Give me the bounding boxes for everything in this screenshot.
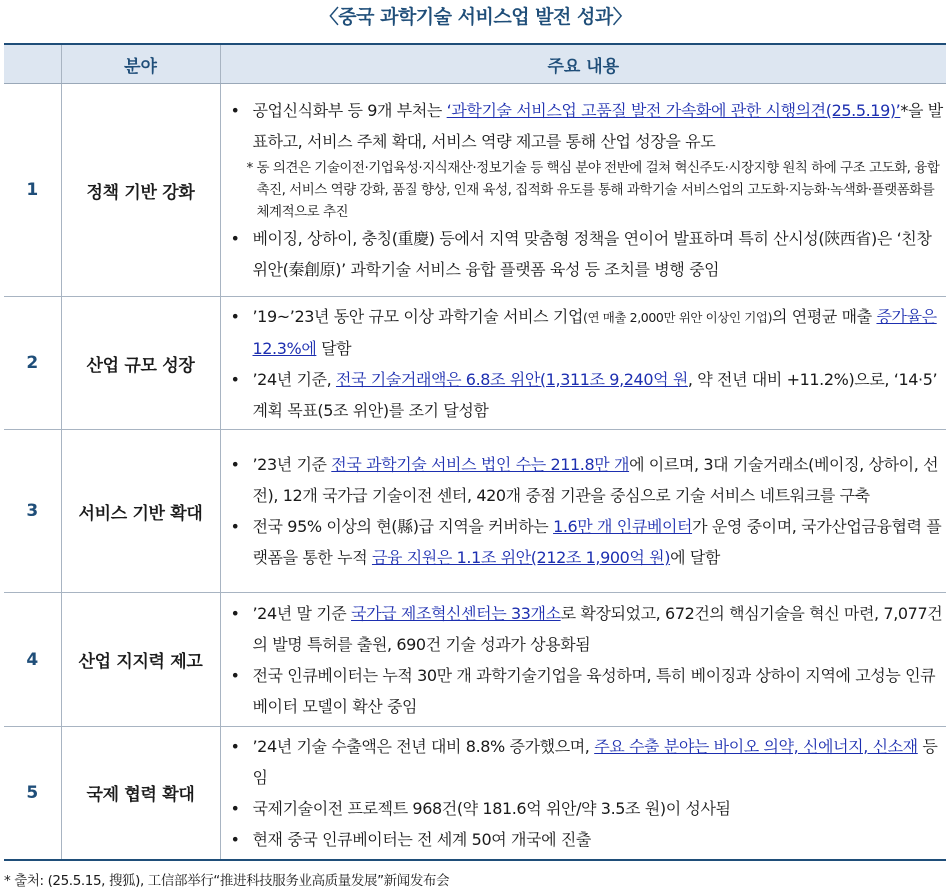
row-field: 산업 규모 성장 (61, 297, 220, 430)
bullet-text: 가 운영 중이며, 국가산업금융협력 플랫폼을 통한 누적 (252, 517, 942, 567)
highlight-link[interactable]: 주요 수출 분야는 바이오 의약, 신에너지, 신소재 (594, 736, 918, 756)
bullet-text: 달함 (316, 338, 352, 358)
bullet-text: 의 연평균 매출 (772, 306, 877, 326)
row-content (220, 727, 946, 860)
highlight-link[interactable]: 증가율은 12.3%에 (252, 306, 937, 358)
highlight-link[interactable]: 전국 기술거래액은 6.8조 위안(1,311조 9,240억 원 (335, 369, 688, 389)
header-field: 분야 (61, 44, 220, 84)
row-number: 2 (4, 297, 61, 430)
table-row (4, 727, 946, 860)
table-header-row (4, 44, 946, 84)
bullet-item: • 현재 중국 인큐베이터는 전 세계 50여 개국에 진출 (221, 824, 947, 855)
bullet-text: ’23년 기준 (252, 455, 332, 474)
highlight-link[interactable]: 전국 과학기술 서비스 법인 수는 211.8만 개 (331, 455, 630, 474)
footnote: * 동 의견은 기술이전·기업육성·지식재산·정보기술 등 핵심 분야 전반에 걸쳐 혁신주도·시장지향 원칙 하에 구조 고도화, 융합 촉진, 서비스 역량 강화, 품질 향상, 인재 육성, 집적화 유도를 통해 과학기술 서비스업의 고도화·지능화·녹색화·플랫폼화를 체계적으로 추진 (246, 160, 940, 220)
highlight-link[interactable]: 1.6만 개 인큐베이터 (553, 517, 693, 536)
highlight-link[interactable]: ‘과학기술 서비스업 고품질 발전 가속화에 관한 시행의견(25.5.19)’ (446, 101, 901, 120)
bullet-text: ’24년 기술 수출액은 전년 대비 8.8% 증가했으며, (252, 736, 595, 756)
bullet-item (221, 731, 947, 793)
bullet-text: 전국 95% 이상의 현(縣)급 지역을 커버하는 (252, 517, 554, 536)
bullet-text: 로 확장되었고, 672건의 핵심기술을 혁신 마련, 7,077건의 발명 특허를 출원, 690건 기술 성과가 상용화됨 (252, 603, 943, 654)
row-number: 1 (4, 84, 61, 297)
bullet-subnote: (연 매출 2,000만 위안 이상인 기업) (583, 309, 773, 325)
achievements-table (4, 43, 946, 861)
row-content (220, 297, 946, 430)
bullet-text: 등임 (252, 736, 938, 787)
row-number: 5 (4, 727, 61, 860)
table-row (4, 84, 946, 297)
header-content: 주요 내용 (220, 44, 946, 84)
bullet-item: • 전국 인큐베이터는 누적 30만 개 과학기술기업을 육성하며, 특히 베이징과 상하이 지역에 고성능 인큐베이터 모델이 확산 중임 (221, 660, 947, 722)
row-number: 3 (4, 430, 61, 593)
row-number: 4 (4, 593, 61, 727)
bullet-text: 에 달함 (670, 548, 720, 567)
header-number (4, 44, 61, 84)
bullet-text: 에 이르며, 3대 기술거래소(베이징, 상하이, 선전), 12개 국가급 기술이전 센터, 420개 중점 기관을 중심으로 기술 서비스 네트워크를 구축 (252, 455, 939, 505)
table-row (4, 297, 946, 430)
page-title: 〈중국 과학기술 서비스업 발전 성과〉 (319, 6, 632, 28)
row-content (220, 593, 946, 727)
row-field: 산업 지지력 제고 (61, 593, 220, 727)
bullet-item (221, 511, 947, 573)
row-content (220, 84, 946, 297)
bullet-item: • 베이징, 상하이, 충칭(重慶) 등에서 지역 맞춤형 정책을 연이어 발표하며 특히 산시성(陝西省)은 ‘친창위안(秦創原)’ 과학기술 서비스 융합 플랫폼 육성 등 조치를 병행 중임 (221, 223, 947, 285)
highlight-link[interactable]: 국가급 제조혁신센터는 33개소 (351, 603, 561, 623)
bullet-text: *을 발표하고, 서비스 주체 확대, 서비스 역량 제고를 통해 산업 성장을 유도 (252, 101, 943, 151)
bullet-text: 공업신식화부 등 9개 부처는 (252, 101, 447, 120)
table-row (4, 430, 946, 593)
table-row (4, 593, 946, 727)
bullet-item (221, 364, 947, 426)
bullet-item (221, 301, 947, 364)
bullet-item (221, 449, 947, 511)
bullet-text: ’19~’23년 동안 규모 이상 과학기술 서비스 기업 (252, 306, 584, 326)
bullet-item: • 국제기술이전 프로젝트 968건(약 181.6억 위안/약 3.5조 원)이 성사됨 (221, 793, 947, 824)
row-content (220, 430, 946, 593)
highlight-link[interactable]: 금융 지원은 1.1조 위안(212조 1,900억 원) (371, 548, 671, 567)
row-field: 서비스 기반 확대 (61, 430, 220, 593)
row-field: 정책 기반 강화 (61, 84, 220, 297)
row-field: 국제 협력 확대 (61, 727, 220, 860)
source-note: * 출처: (25.5.15, 搜狐), 工信部举行“推进科技服务业高质量发展”新闻发布会 (4, 873, 450, 889)
bullet-item (221, 95, 947, 157)
bullet-text: ’24년 기준, (252, 369, 336, 389)
bullet-text: , 약 전년 대비 +11.2%)으로, ‘14·5’ 계획 목표(5조 위안)를 조기 달성함 (252, 369, 938, 420)
bullet-item (221, 598, 947, 660)
bullet-text: ’24년 말 기준 (252, 603, 352, 623)
